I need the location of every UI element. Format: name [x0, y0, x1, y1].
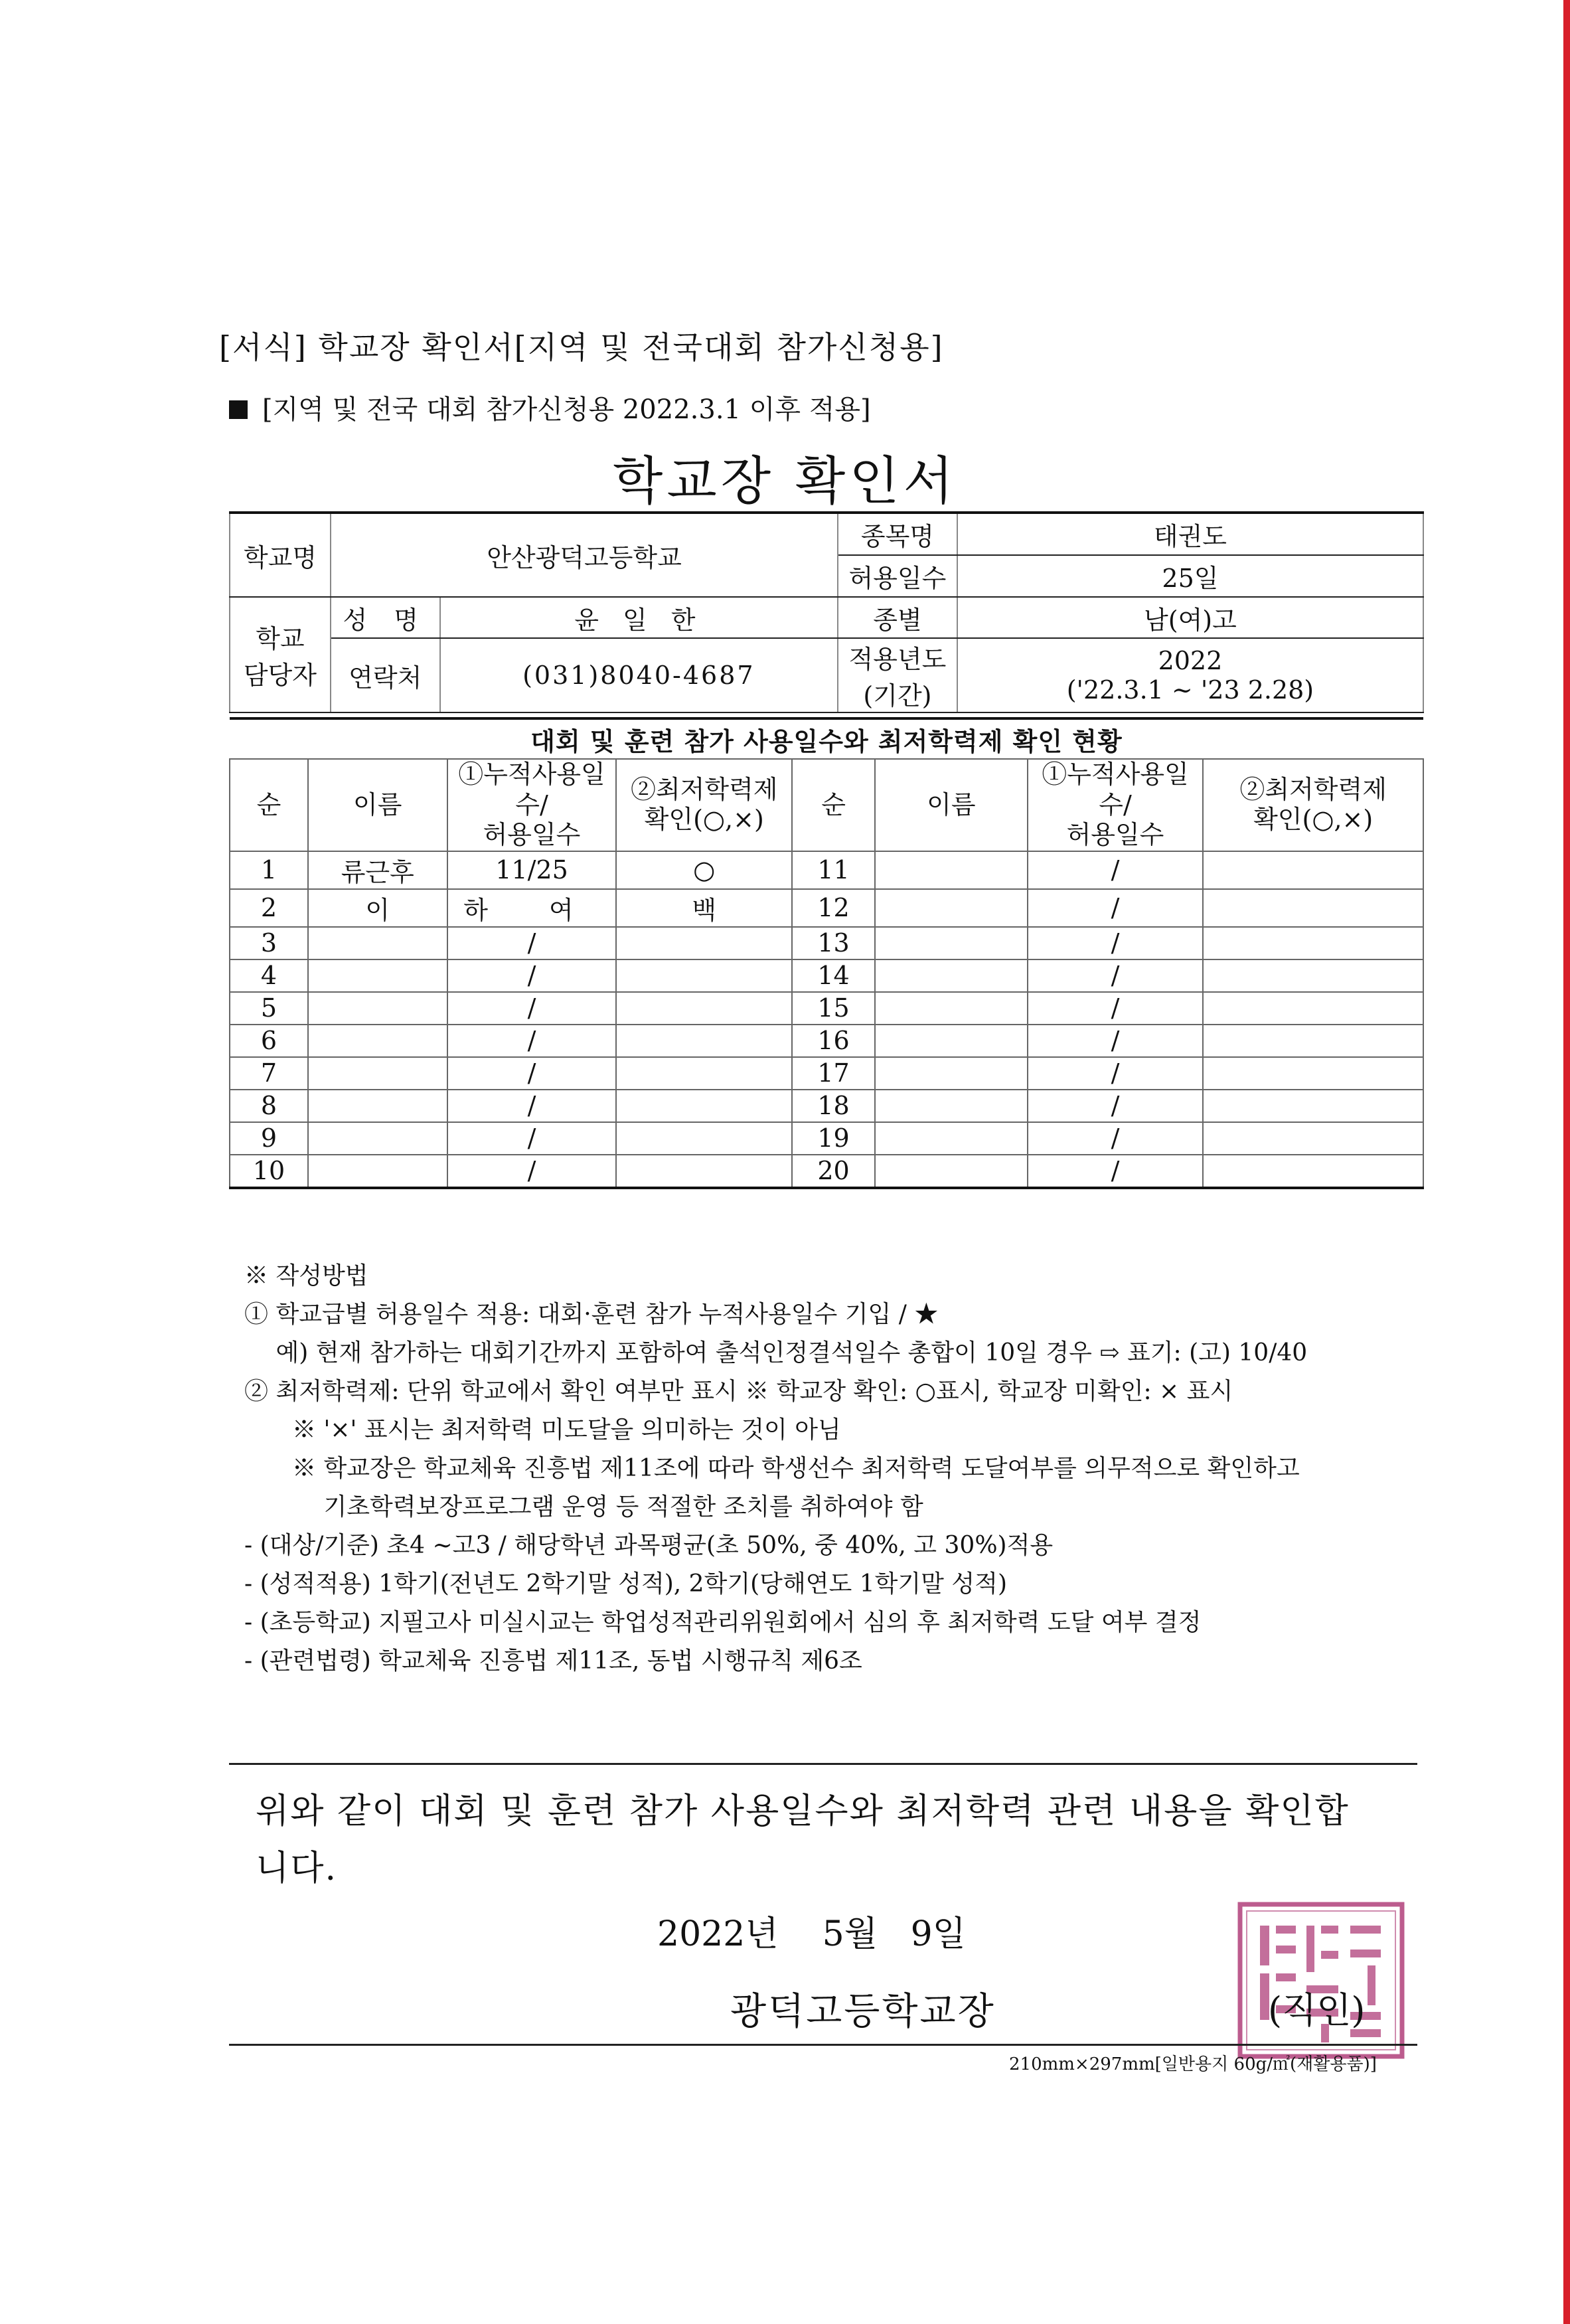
table-row — [230, 851, 1423, 889]
row-name-2 — [875, 959, 1028, 992]
row-min: ○ — [616, 851, 792, 889]
row-no: 5 — [230, 992, 308, 1025]
row-no-2: 17 — [792, 1057, 875, 1090]
row-days: / — [447, 1090, 617, 1122]
row-days: / — [447, 927, 617, 959]
allowed-days-value: 25일 — [957, 555, 1423, 597]
year-value — [957, 638, 1423, 712]
note-line: - (대상/기준) 초4 ~고3 / 해당학년 과목평균(초 50%, 중 40%, 고 30%)적용 — [244, 1532, 1054, 1559]
event-value: 태권도 — [957, 513, 1423, 555]
row-no: 3 — [230, 927, 308, 959]
row-name-2 — [875, 1122, 1028, 1155]
document-title: 학교장 확인서 — [613, 452, 957, 511]
confirm-line-2: 니다. — [256, 1849, 337, 1888]
row-days-2: / — [1028, 927, 1204, 959]
row-days-2: / — [1028, 851, 1204, 889]
row-min-2 — [1203, 851, 1423, 889]
row-no-2: 14 — [792, 959, 875, 992]
row-days-2: / — [1028, 1122, 1204, 1155]
row-name — [308, 1057, 447, 1090]
col-days-1: ①누적사용일수/ — [458, 760, 605, 819]
year-value-2: ('22.3.1 ~ '23 2.28) — [1066, 675, 1314, 705]
row-days: / — [447, 1155, 617, 1188]
info-table — [229, 511, 1424, 713]
col-min — [616, 759, 792, 851]
col-days — [447, 759, 617, 851]
col-min-b-1: ②최저학력제 — [1239, 774, 1387, 804]
row-no-2: 20 — [792, 1155, 875, 1188]
row-min-2 — [1203, 992, 1423, 1025]
table-row — [230, 927, 1423, 959]
row-name — [308, 1155, 447, 1188]
year-label-1: 적용년도 — [848, 645, 947, 674]
row-no: 2 — [230, 889, 308, 927]
row-min — [616, 1090, 792, 1122]
row-no-2: 15 — [792, 992, 875, 1025]
row-min — [616, 1122, 792, 1155]
row-min-2 — [1203, 889, 1423, 927]
row-no-2: 18 — [792, 1090, 875, 1122]
note-line: ② 최저학력제: 단위 학교에서 확인 여부만 표시 ※ 학교장 확인: ○표시, 학교장 미확인: × 표시 — [244, 1378, 1233, 1405]
school-label: 학교명 — [230, 514, 331, 596]
row-min-2 — [1203, 959, 1423, 992]
status-caption: 대회 및 훈련 참가 사용일수와 최저학력제 확인 현황 — [230, 718, 1423, 759]
row-min-2 — [1203, 1122, 1423, 1155]
col-days-2: 허용일수 — [483, 820, 581, 850]
col-min-1: ②최저학력제 — [630, 774, 778, 804]
note-line: 예) 현재 참가하는 대회기간까지 포함하여 출석인정결석일수 총합이 10일 경우 ⇨ 표기: (고) 10/40 — [244, 1339, 1308, 1367]
row-days: 하 여 — [447, 889, 617, 927]
row-days: / — [447, 1122, 617, 1155]
name-label: 성 명 — [331, 597, 440, 638]
table-row — [230, 992, 1423, 1025]
row-days-2: / — [1028, 959, 1204, 992]
school-value: 안산광덕고등학교 — [487, 542, 682, 572]
official-seal — [1235, 1899, 1407, 2062]
col-min-b — [1203, 759, 1423, 851]
paper-size-note: 210mm×297mm[일반용지 60g/㎡(재활용품)] — [1009, 2054, 1377, 2074]
row-min-2 — [1203, 1155, 1423, 1188]
col-days-b-2: 허용일수 — [1066, 820, 1164, 850]
row-name-2 — [875, 992, 1028, 1025]
col-name: 이름 — [308, 759, 447, 851]
row-no-2: 19 — [792, 1122, 875, 1155]
note-line: ① 학교급별 허용일수 적용: 대회·훈련 참가 누적사용일수 기입 / ★ — [244, 1301, 939, 1328]
note-line: ※ 학교장은 학교체육 진흥법 제11조에 따라 학생선수 최저학력 도달여부를 의무적으로 확인하고 — [244, 1455, 1300, 1482]
row-name-2 — [875, 927, 1028, 959]
row-min-2 — [1203, 1025, 1423, 1057]
confirm-date: 2022년 5월 9일 — [657, 1914, 966, 1954]
row-min — [616, 927, 792, 959]
row-days: / — [447, 959, 617, 992]
table-row — [230, 1122, 1423, 1155]
row-name-2 — [875, 1025, 1028, 1057]
writing-instructions — [244, 1257, 1307, 1681]
table-row — [230, 1057, 1423, 1090]
allowed-days-label: 허용일수 — [838, 555, 957, 597]
red-page-edge — [1563, 0, 1570, 2324]
confirm-line-1: 위와 같이 대회 및 훈련 참가 사용일수와 최저학력 관련 내용을 확인합 — [256, 1791, 1350, 1831]
note-line: - (관련법령) 학교체육 진흥법 제11조, 동법 시행규칙 제6조 — [244, 1647, 862, 1675]
table-row — [230, 889, 1423, 927]
row-days-2: / — [1028, 1025, 1204, 1057]
gender-value: 남(여)고 — [957, 597, 1423, 638]
col-name-2: 이름 — [875, 759, 1028, 851]
row-name-2 — [875, 1057, 1028, 1090]
manager-label-2: 담당자 — [243, 661, 317, 690]
row-no-2: 16 — [792, 1025, 875, 1057]
row-name: 이 — [308, 889, 447, 927]
row-name-2 — [875, 851, 1028, 889]
row-min-2 — [1203, 1090, 1423, 1122]
year-label-2: (기간) — [863, 681, 932, 710]
table-row — [230, 1155, 1423, 1188]
note-line: - (초등학교) 지필고사 미실시교는 학업성적관리위원회에서 심의 후 최저학력 도달 여부 결정 — [244, 1609, 1202, 1636]
black-square-icon — [229, 400, 248, 419]
row-min — [616, 992, 792, 1025]
col-min-b-2: 확인(○,×) — [1253, 805, 1374, 835]
row-min: 백 — [616, 889, 792, 927]
divider-bottom — [229, 2044, 1417, 2046]
row-no: 1 — [230, 851, 308, 889]
row-min-2 — [1203, 927, 1423, 959]
table-row — [230, 959, 1423, 992]
row-no: 7 — [230, 1057, 308, 1090]
subheader-text: [지역 및 전국 대회 참가신청용 2022.3.1 이후 적용] — [262, 394, 871, 425]
gender-label: 종별 — [838, 597, 957, 638]
row-name-2 — [875, 889, 1028, 927]
table-row — [230, 1090, 1423, 1122]
row-min — [616, 1025, 792, 1057]
row-no: 4 — [230, 959, 308, 992]
row-days: / — [447, 1025, 617, 1057]
divider-top — [229, 1763, 1417, 1765]
manager-label-1: 학교 — [256, 624, 305, 653]
contact-label: 연락처 — [331, 638, 440, 712]
note-line: ※ '×' 표시는 최저학력 미도달을 의미하는 것이 아님 — [244, 1416, 841, 1444]
row-min — [616, 959, 792, 992]
row-days: / — [447, 992, 617, 1025]
note-line: - (성적적용) 1학기(전년도 2학기말 성적), 2학기(당해연도 1학기말 성적) — [244, 1570, 1007, 1598]
row-days: / — [447, 1057, 617, 1090]
row-name: 류근후 — [308, 851, 447, 889]
row-min — [616, 1155, 792, 1188]
row-name — [308, 992, 447, 1025]
row-no: 6 — [230, 1025, 308, 1057]
row-no: 10 — [230, 1155, 308, 1188]
row-name — [308, 1090, 447, 1122]
form-label: [서식] 학교장 확인서[지역 및 전국대회 참가신청용] — [219, 329, 944, 365]
contact-value: (031)8040-4687 — [440, 638, 838, 712]
year-label — [838, 638, 957, 712]
row-no-2: 13 — [792, 927, 875, 959]
row-min-2 — [1203, 1057, 1423, 1090]
seal-sign: (직인) — [1268, 1989, 1366, 2031]
col-no: 순 — [230, 759, 308, 851]
col-min-2: 확인(○,×) — [644, 805, 764, 835]
row-days-2: / — [1028, 1155, 1204, 1188]
row-name-2 — [875, 1090, 1028, 1122]
row-min — [616, 1057, 792, 1090]
name-value: 윤 일 한 — [440, 597, 838, 638]
row-days-2: / — [1028, 889, 1204, 927]
col-days-b-1: ①누적사용일수/ — [1042, 760, 1189, 819]
row-name-2 — [875, 1155, 1028, 1188]
confirm-statement — [256, 1783, 1350, 1897]
event-label: 종목명 — [838, 513, 957, 555]
col-no-2: 순 — [792, 759, 875, 851]
row-no-2: 12 — [792, 889, 875, 927]
note-line: 기초학력보장프로그램 운영 등 적절한 조치를 취하여야 함 — [244, 1493, 923, 1521]
status-table — [229, 717, 1424, 1189]
row-name — [308, 1025, 447, 1057]
row-days-2: / — [1028, 1057, 1204, 1090]
row-name — [308, 927, 447, 959]
row-no: 8 — [230, 1090, 308, 1122]
row-days-2: / — [1028, 1090, 1204, 1122]
row-days-2: / — [1028, 992, 1204, 1025]
col-days-b — [1028, 759, 1204, 851]
row-no: 9 — [230, 1122, 308, 1155]
row-name — [308, 1122, 447, 1155]
row-days: 11/25 — [447, 851, 617, 889]
row-no-2: 11 — [792, 851, 875, 889]
manager-label — [230, 597, 331, 712]
year-value-1: 2022 — [1158, 646, 1223, 675]
row-name — [308, 959, 447, 992]
notes-title: ※ 작성방법 — [244, 1262, 368, 1289]
principal-name: 광덕고등학교장 — [730, 1990, 996, 2033]
table-row — [230, 1025, 1423, 1057]
subheader — [229, 388, 871, 426]
